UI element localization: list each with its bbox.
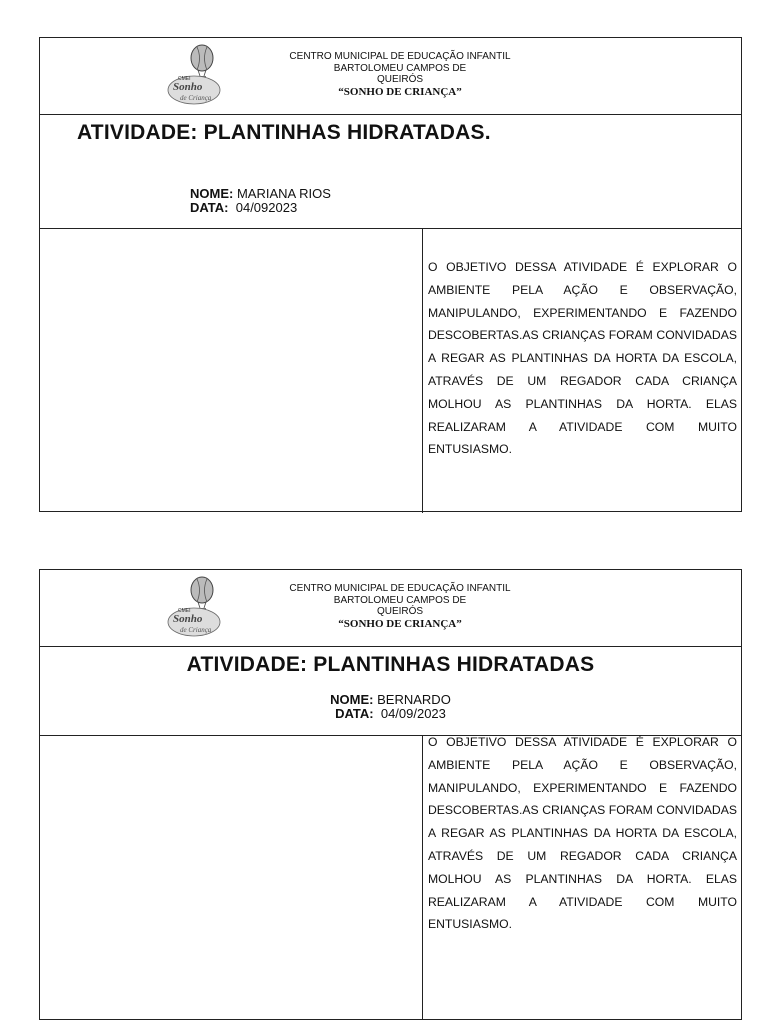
activity-title: ATIVIDADE: PLANTINHAS HIDRATADAS. [77,121,491,144]
content-section [40,736,741,1020]
name-label: NOME: [330,692,374,707]
date-label: DATA: [335,706,374,721]
school-line-1: CENTRO MUNICIPAL DE EDUCAÇÃO INFANTIL [289,51,511,62]
activity-description: O OBJETIVO DESSA ATIVIDADE É EXPLORAR O AMBIENTE PELA AÇÃO E OBSERVAÇÃO, MANIPULANDO, EXPERIMENTANDO E FAZENDO DESCOBERTAS.AS CRIANÇAS FORAM CONVIDADAS A REGAR AS PLANTINHAS DA HORTA DA ESCOLA, ATRAVÉS DE UM REGADOR CADA CRIANÇA MOLHOU AS PLANTINHAS DA HORTA. ELAS REALIZARAM A ATIVIDADE COM MUITO ENTUSIASMO. [428,260,737,457]
logo-text-top: CMEI [178,608,191,614]
balloon-logo-icon [164,44,230,106]
logo-text-sub: de Criança [180,626,212,634]
content-section [40,229,741,513]
student-info [40,693,741,721]
balloon-logo-icon [164,576,230,638]
school-line-2: BARTOLOMEU CAMPOS DE [333,594,467,606]
school-motto: “SONHO DE CRIANÇA” [338,617,462,630]
school-line-3: QUEIRÓS [376,74,424,85]
logo-text-top: CMEI [178,76,191,82]
school-name-block [260,583,540,630]
logo-text-main: Sonho [173,81,203,93]
card-header [40,38,741,115]
logo-text-main: Sonho [173,613,203,625]
photo-area [40,736,423,1020]
school-line-3: QUEIRÓS [376,606,424,617]
title-section [40,647,741,736]
activity-card [39,569,742,1020]
name-label: NOME: [190,186,234,201]
card-header [40,570,741,647]
activity-title: ATIVIDADE: PLANTINHAS HIDRATADAS [186,653,595,676]
activity-description: O OBJETIVO DESSA ATIVIDADE É EXPLORAR O AMBIENTE PELA AÇÃO E OBSERVAÇÃO, MANIPULANDO, EXPERIMENTANDO E FAZENDO DESCOBERTAS.AS CRIANÇAS FORAM CONVIDADAS A REGAR AS PLANTINHAS DA HORTA DA ESCOLA, ATRAVÉS DE UM REGADOR CADA CRIANÇA MOLHOU AS PLANTINHAS DA HORTA. ELAS REALIZARAM A ATIVIDADE COM MUITO ENTUSIASMO. [428,735,737,932]
name-value: MARIANA RIOS [233,186,331,201]
school-line-2: BARTOLOMEU CAMPOS DE [333,62,467,74]
logo-text-sub: de Criança [180,94,212,102]
date-label: DATA: [190,200,229,215]
title-section [40,115,741,229]
school-name-block [260,51,540,98]
school-motto: “SONHO DE CRIANÇA” [338,85,462,98]
date-value: 04/09/2023 [373,706,446,721]
photo-area [40,229,423,513]
activity-card [39,37,742,512]
date-value: 04/092023 [228,200,298,215]
school-line-1: CENTRO MUNICIPAL DE EDUCAÇÃO INFANTIL [289,583,511,594]
name-value: BERNARDO [373,692,451,707]
student-info [190,187,331,215]
